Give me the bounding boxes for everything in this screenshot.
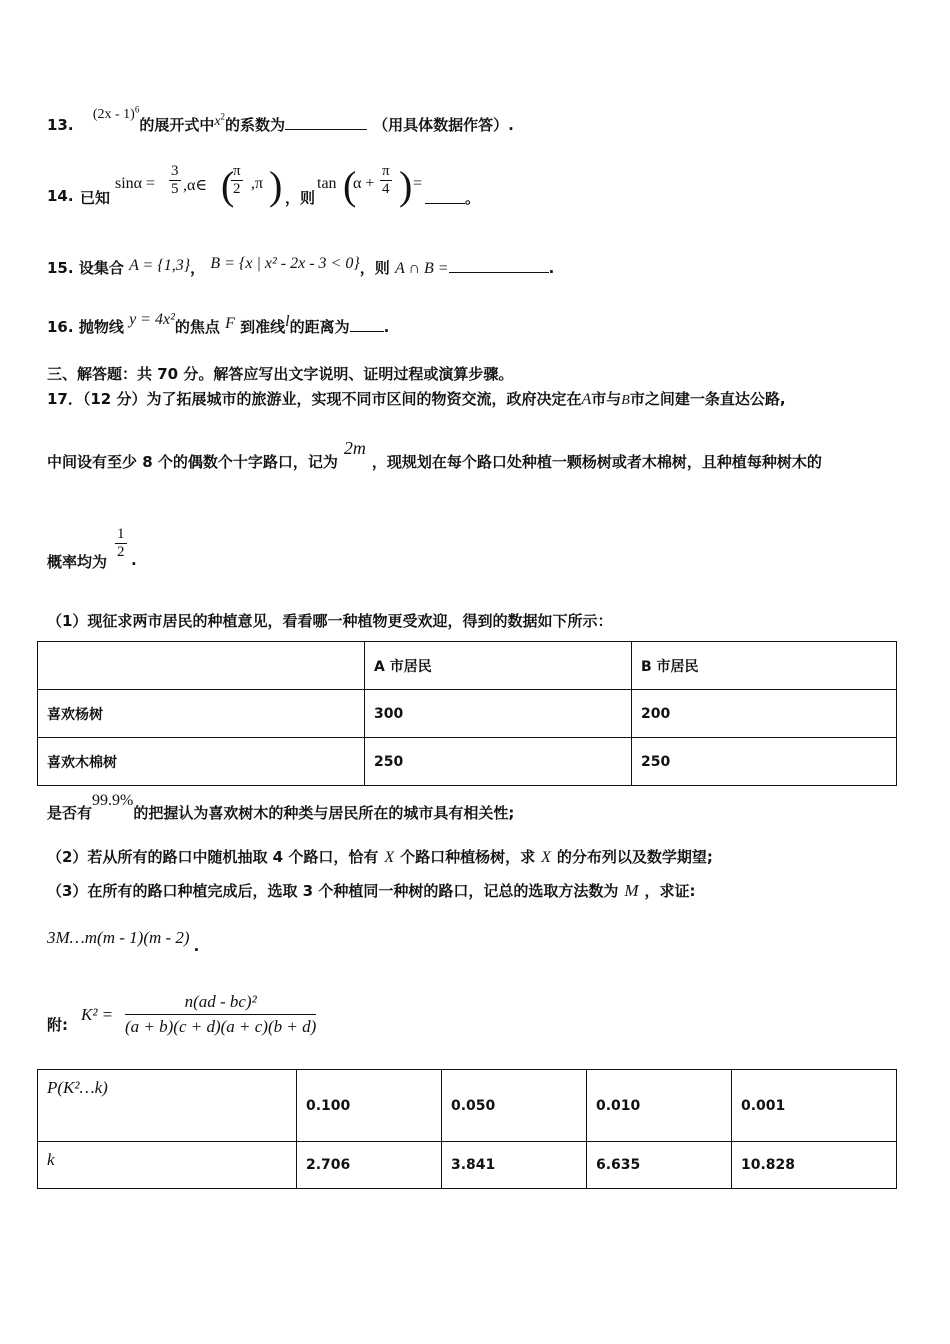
q17-part-3: （3）在所有的路口种植完成后，选取 3 个种植同一种树的路口，记总的选取方法数为 M ，求证: bbox=[47, 881, 696, 900]
q17-correlation-question: 是否有99.9%的把握认为喜欢树木的种类与居民所在的城市具有相关性; bbox=[47, 792, 515, 822]
q16-parabola: y = 4x² bbox=[129, 311, 175, 328]
q17-two-m: 2m bbox=[343, 438, 366, 458]
section-3-heading: 三、解答题：共 70 分。解答应写出文字说明、证明过程或演算步骤。 bbox=[47, 365, 514, 383]
k-squared-fraction: $\frac{\text{n(ad - bc)²}}{(a + b)(c + d)(a + c)(b + d)}$ bbox=[125, 992, 317, 1036]
q14-answer-blank[interactable] bbox=[425, 202, 465, 204]
q15-set-b: B = {x | x² - 2x - 3 < 0} bbox=[210, 255, 360, 272]
table-row: 喜欢杨树 300 200 bbox=[38, 690, 897, 738]
q17-fraction-half: $\frac{1}{2}$ bbox=[117, 526, 125, 560]
header-city-a: A 市居民 bbox=[365, 642, 632, 690]
q13-number: 13. bbox=[47, 116, 74, 134]
q14-fraction-pi-4: $\frac{\pi}{4}$ bbox=[382, 163, 390, 197]
q14-sin: sinα = bbox=[115, 175, 156, 192]
q17-inequality: 3M…m(m - 1)(m - 2) . bbox=[47, 928, 200, 955]
critical-value-table bbox=[37, 1069, 897, 1189]
q14-tan: tan bbox=[317, 175, 337, 192]
q14-fraction-pi-2: $\frac{\pi}{2}$ bbox=[233, 163, 241, 197]
header-city-b: B 市居民 bbox=[632, 642, 897, 690]
q17-line-1: 17．（12 分）为了拓展城市的旅游业，实现不同市区间的物资交流，政府决定在A市与B市之间建一条直达公路, bbox=[47, 390, 786, 408]
q16-answer-blank[interactable] bbox=[350, 330, 384, 332]
q15-set-a: A = {1,3} bbox=[129, 257, 191, 274]
q13-answer-blank[interactable] bbox=[285, 128, 367, 130]
q13-term: $x^2$ bbox=[214, 111, 226, 129]
k-squared-label: K² = bbox=[81, 1005, 114, 1024]
table-row: 喜欢木棉树 250 250 bbox=[38, 738, 897, 786]
q14-fraction-3-5: $\frac{3}{5}$ bbox=[171, 163, 179, 197]
question-16: 16. 抛物线 y = 4x²的焦点 F 到准线l的距离为 . bbox=[47, 311, 390, 336]
question-13: 13. (2x - 1)$^6$的展开式中$x^2$的系数为 （用具体数据作答）. bbox=[47, 104, 514, 134]
q13-expression: (2x - 1)$^6$ bbox=[92, 104, 140, 122]
q16-focus: F bbox=[225, 315, 235, 332]
survey-table bbox=[37, 641, 897, 786]
q17-part-2: （2）若从所有的路口中随机抽取 4 个路口，恰有 X 个路口种植杨树，求 X 的分布列以及数学期望; bbox=[47, 848, 713, 866]
survey-table-header-row bbox=[38, 642, 897, 690]
q15-answer-blank[interactable] bbox=[449, 271, 549, 273]
table-row: k 2.706 3.841 6.635 10.828 bbox=[38, 1142, 897, 1189]
question-15: 15. 设集合 A = {1,3}， B = {x | x² - 2x - 3 < 0}，则 A ∩ B = . bbox=[47, 255, 555, 277]
q17-part-1: （1）现征求两市居民的种植意见，看看哪一种植物更受欢迎，得到的数据如下所示： bbox=[47, 612, 613, 630]
confidence-percent: 99.9% bbox=[92, 792, 134, 809]
table-row: P(K²…k) 0.100 0.050 0.010 0.001 bbox=[38, 1070, 897, 1142]
q16-directrix: l bbox=[285, 313, 290, 330]
appendix-formula: 附: K² = $\frac{\text{n(ad - bc)²}}{(a + b)(c + d)(a + c)(b + d)}$ bbox=[47, 990, 387, 1048]
q15-intersection: A ∩ B = bbox=[394, 260, 449, 277]
q17-line-2: 中间设有至少 8 个的偶数个十字路口，记为2m，现规划在每个路口处种植一颗杨树或者木棉树，且种植每种树木的 bbox=[47, 438, 822, 471]
